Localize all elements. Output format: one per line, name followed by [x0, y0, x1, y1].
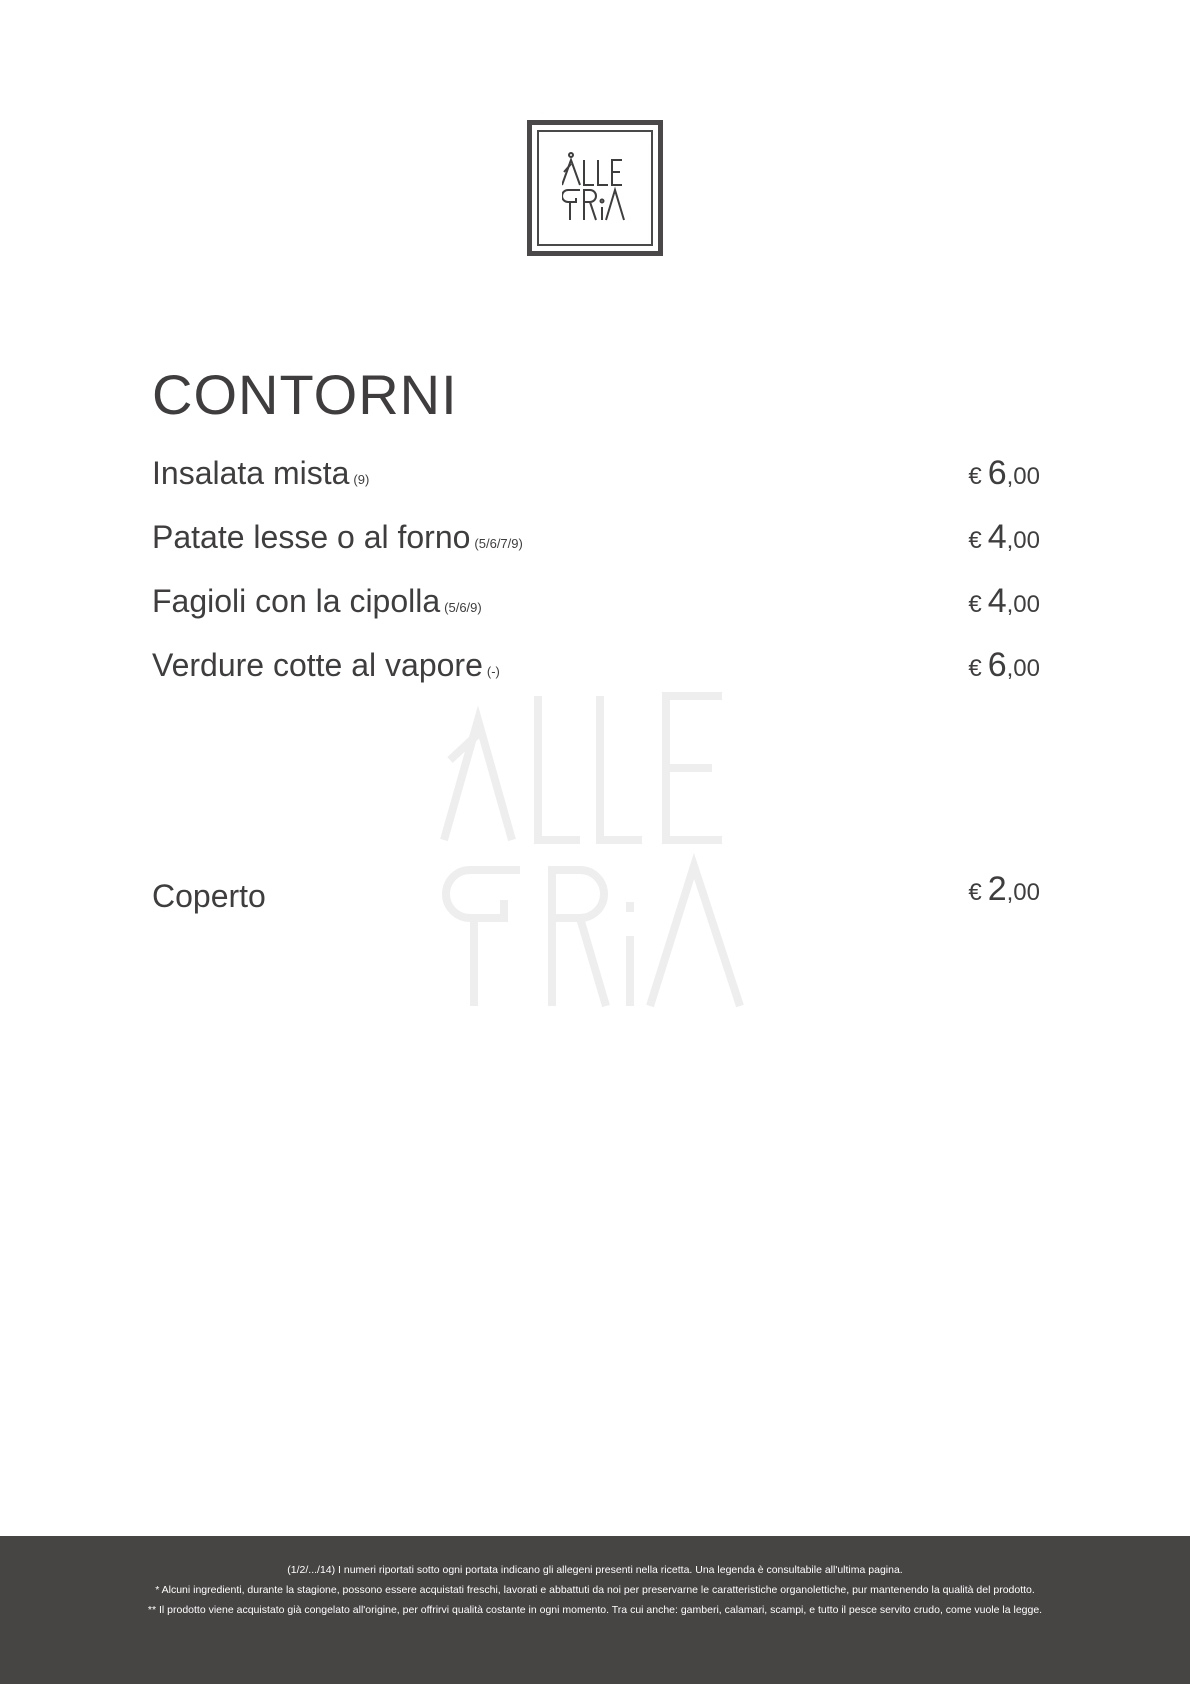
menu-item: [152, 582, 1040, 630]
allegria-watermark-icon: [440, 690, 752, 1010]
footer-line-frozen: ** Il prodotto viene acquistato già congelato all'origine, per offrirvi qualità costante in ogni momento. Tra cui anche: gamberi, calamari, scampi, e tutto il pesce servito crudo, come vuole la legge.: [147, 1604, 1043, 1616]
menu-item: [152, 646, 1040, 694]
item-name: Verdure cotte al vapore (-): [152, 647, 500, 683]
coperto-row: [152, 870, 1040, 918]
item-allergens: (9): [353, 472, 370, 487]
footer-notes: [0, 1536, 1190, 1684]
item-price: € 4,00: [968, 518, 1040, 556]
allegria-logo-icon: [562, 152, 628, 222]
footer-line-allergens: (1/2/.../14) I numeri riportati sotto ogni portata indicano gli allegeni presenti nella ricetta. Una legenda è consultabile all'ultima pagina.: [287, 1564, 903, 1576]
item-name: Fagioli con la cipolla (5/6/9): [152, 583, 482, 619]
item-price: € 6,00: [968, 454, 1040, 492]
menu-item: [152, 518, 1040, 566]
item-allergens: (-): [486, 664, 500, 679]
footer-line-fresh: * Alcuni ingredienti, durante la stagione, possono essere acquistati freschi, lavorati e abbattuti da noi per preservarne le caratteristiche organolettiche, pur mantenendo la qualità del prodotto.: [155, 1584, 1035, 1596]
item-price: € 6,00: [968, 646, 1040, 684]
item-name: Patate lesse o al forno (5/6/7/9): [152, 519, 523, 555]
section-title: CONTORNI: [152, 363, 458, 426]
item-allergens: (5/6/7/9): [474, 536, 523, 551]
menu-item: [152, 454, 1040, 502]
item-name: Insalata mista (9): [152, 455, 370, 491]
coperto-label: Coperto: [152, 878, 266, 914]
item-price: € 4,00: [968, 582, 1040, 620]
logo: [527, 120, 663, 256]
coperto-price: € 2,00: [968, 870, 1040, 908]
item-allergens: (5/6/9): [444, 600, 482, 615]
